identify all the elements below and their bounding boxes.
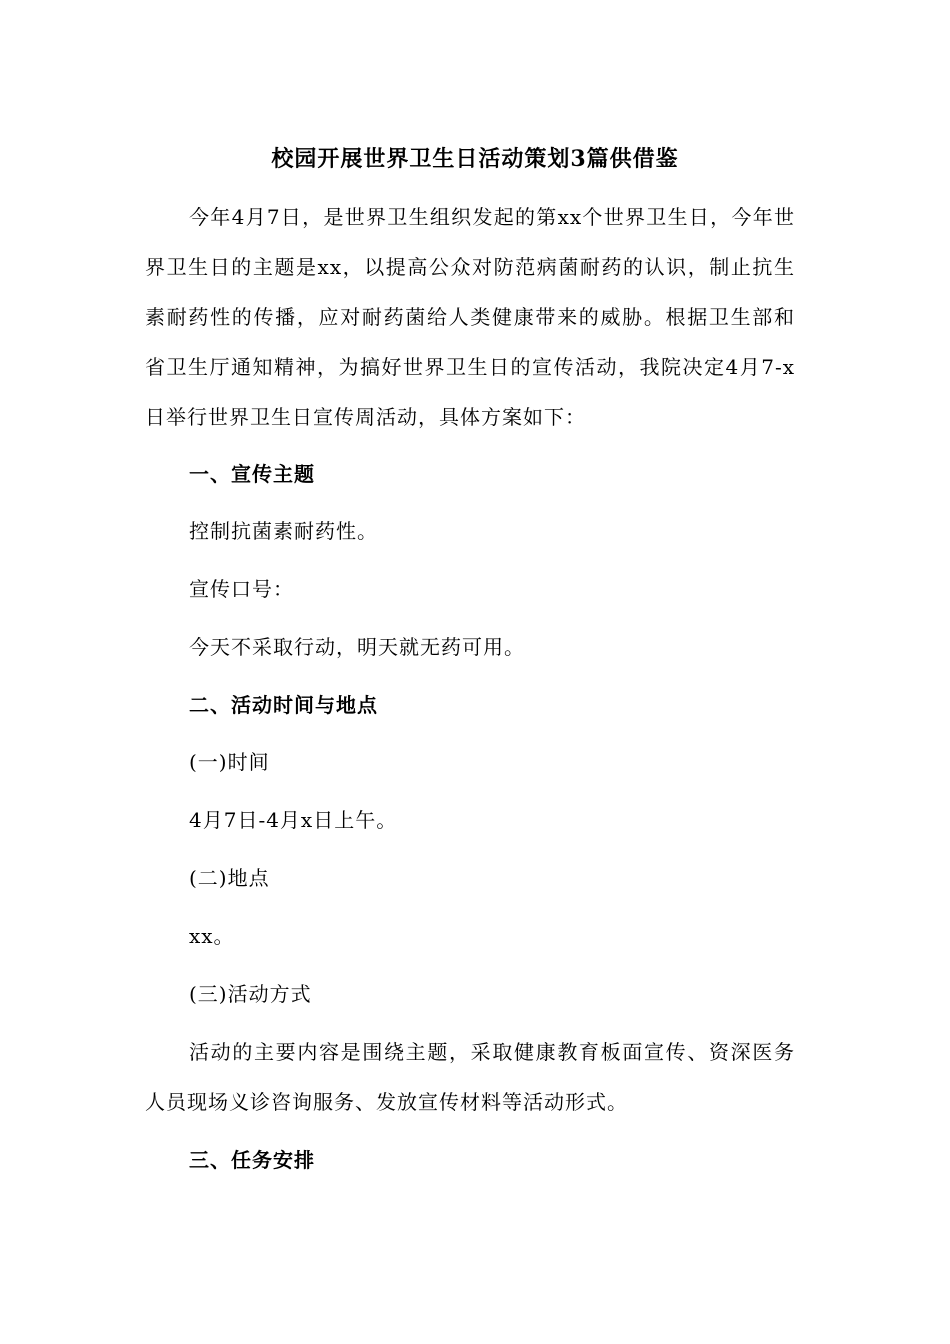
place-label: (二)地点 <box>189 866 270 890</box>
section-heading-time-place: 二、活动时间与地点 <box>189 693 378 717</box>
method-label: (三)活动方式 <box>189 982 312 1006</box>
document-title: 校园开展世界卫生日活动策划3篇供借鉴 <box>271 146 679 172</box>
method-paragraph: 活动的主要内容是围绕主题，采取健康教育板面宣传、资深医务人员现场义诊咨询服务、发放宣传材料等活动形式。 <box>145 1040 795 1114</box>
section-heading-theme: 一、宣传主题 <box>189 462 315 486</box>
slogan-label: 宣传口号： <box>189 577 294 601</box>
theme-text: 控制抗菌素耐药性。 <box>189 519 378 543</box>
place-text: xx。 <box>189 924 235 948</box>
time-label: (一)时间 <box>189 750 270 774</box>
slogan-text: 今天不采取行动，明天就无药可用。 <box>189 635 525 659</box>
intro-paragraph: 今年4月7日，是世界卫生组织发起的第xx个世界卫生日，今年世界卫生日的主题是xx，以提高公众对防范病菌耐药的认识，制止抗生素耐药性的传播，应对耐药菌给人类健康带来的威胁。根据卫生部和省卫生厅通知精神，为搞好世界卫生日的宣传活动，我院决定4月7-x日举行世界卫生日宣传周活动，具体方案如下： <box>145 205 795 429</box>
section-heading-tasks: 三、任务安排 <box>189 1148 315 1172</box>
time-text: 4月7日-4月x日上午。 <box>189 808 398 832</box>
